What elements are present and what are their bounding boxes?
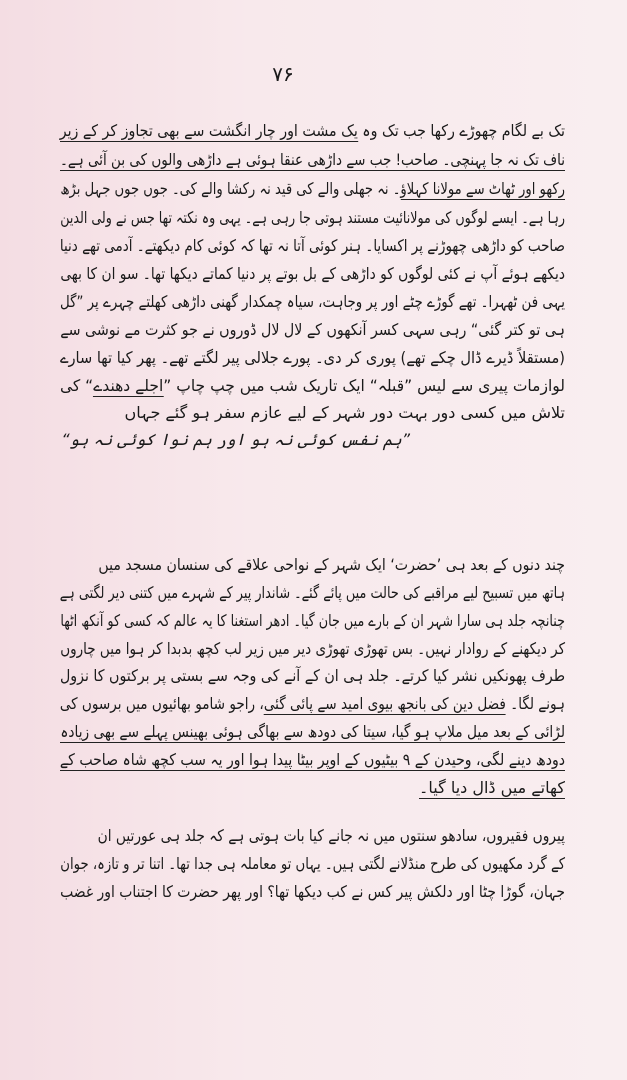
text-line bbox=[60, 147, 565, 173]
underlined-text: اجلے دھندے bbox=[93, 376, 164, 395]
text-segment: ہونے لگا۔ bbox=[505, 694, 565, 713]
underlined-text: دودھ دینے لگی، وحیدن کے ۹ بیٹیوں کے اوپر بیٹا پیدا ہوا اور یہ سب کچھ شاہ صاحب کے bbox=[59, 750, 565, 769]
underlined-text: فضل دین کی بانجھ بیوی امید سے پائی گئی bbox=[263, 694, 506, 713]
text-segment: تلاش میں کسی دور بہت دور شہر کے لیے عازم سفر ہو گئے جہاں bbox=[124, 403, 565, 422]
text-segment: چنانچہ جلد ہی سارا شہر ان کے بارے میں جان گیا۔ ادھر استغنا کا یہ عالم کہ کسی کو آنکھ اٹھا bbox=[60, 611, 565, 630]
text-line bbox=[98, 552, 565, 578]
text-line bbox=[59, 345, 565, 371]
text-segment: ہی تو کتر گئی“ رہی سہی کسر آنکھوں کے لال لال ڈوروں نے جو کثرت مے نوشی سے bbox=[60, 320, 565, 339]
text-segment: یہی فن ٹھہرا۔ تھے گوڑے چٹے اور پر وجاہت، سیاہ چمکدار گھنی داڑھی کھلتے چہرے پر ”گل bbox=[60, 292, 565, 311]
text-line bbox=[59, 233, 565, 259]
text-segment: “ کی bbox=[59, 376, 94, 395]
text-segment: کر دیکھنے کے روادار نہیں۔ بس تھوڑی تھوڑی دیر میں زیر لب کچھ بدبدا کر ہوا میں چاروں bbox=[60, 639, 565, 658]
underlined-text: یک مشت اور چار انگشت سے بھی تجاوز کر کے زیر bbox=[59, 121, 358, 140]
text-line bbox=[97, 823, 566, 849]
text-segment: ”ہم نفس کوئی نہ ہو اور ہم نوا کوئی نہ ہو“ bbox=[61, 430, 410, 449]
text-line bbox=[59, 747, 565, 773]
underlined-text: کھاتے میں ڈال دیا گیا۔ bbox=[419, 778, 565, 797]
text-segment: طرف پھونکیں نشر کیا کرتے۔ جلد ہی ان کے آنے کی وجہ سے بستی پر برکتوں کا نزول bbox=[59, 666, 566, 685]
text-line bbox=[59, 691, 565, 717]
text-line bbox=[60, 879, 566, 905]
text-line bbox=[59, 118, 565, 144]
text-segment: پیروں فقیروں، سادھو سنتوں میں نہ جانے کیا بات ہوتی ہے کہ جلد ہی عورتیں ان bbox=[97, 826, 566, 845]
text-segment: دیکھے ہوئے آپ نے کئی لوگوں کو داڑھی کے بل بوتے پر دنیا کماتے دیکھا تھا۔ سو ان کا بھی bbox=[60, 264, 566, 283]
text-segment: تک بے لگام چھوڑے رکھا جب تک وہ bbox=[357, 121, 565, 140]
text-segment: ۔ نہ جھلی والے کی قید نہ رکشا والے کی۔ جوں جوں جہل بڑھ bbox=[60, 179, 401, 198]
text-line bbox=[60, 851, 565, 877]
text-line bbox=[60, 317, 565, 343]
text-segment: صاحب کو داڑھی چھوڑنے پر اکسایا۔ ہنر کوئی آتا نہ تھا کہ کوئی کام دیکھتے۔ آدمی تھے دنیا bbox=[59, 236, 565, 255]
text-line bbox=[60, 205, 565, 231]
underlined-text: لڑائی کے بعد میل ملاپ ہو گیا، سیتا کی دودھ سے بھاگی ہوئی بھینس پہلے سے بھی زیادہ bbox=[60, 722, 565, 741]
underlined-text: ناف تک نہ جا پہنچی۔ صاحب! جب سے داڑھی عنقا ہوئی ہے داڑھی والوں کی بن آئی ہے۔ bbox=[60, 150, 565, 169]
text-line bbox=[60, 261, 566, 287]
text-line bbox=[59, 373, 566, 399]
page-number: ۷۶ bbox=[272, 62, 294, 86]
text-line bbox=[59, 580, 565, 606]
text-segment: ہاتھ میں تسبیح لیے مراقبے کی حالت میں پائے گئے۔ شاندار پیر کے شہرے میں کتنی دیر لگتی ہے bbox=[59, 583, 565, 602]
text-line bbox=[60, 176, 565, 202]
text-segment: (مستقلاً ڈیرے ڈال چکے تھے) پوری کر دی۔ پورے جلالی پیر لگتے تھے۔ پھر کیا تھا سارے bbox=[59, 348, 565, 367]
text-segment: جہان، گوڑا چٹا اور دلکش پیر کس نے کب دیکھا تھا؟ اور پھر حضرت کا اجتناب اور غضب bbox=[60, 882, 566, 901]
text-segment: لوازمات پیری سے لیس ”قبلہ“ ایک تاریک شب میں چپ چاپ ” bbox=[163, 376, 566, 395]
text-segment: کے گرد مکھیوں کی طرح منڈلانے لگتی ہیں۔ یہاں تو معاملہ ہی جدا تھا۔ اتنا تر و تازہ، جوان bbox=[60, 854, 565, 873]
text-line bbox=[419, 775, 565, 801]
text-line bbox=[60, 289, 565, 315]
text-line bbox=[124, 400, 565, 426]
text-segment: رہا ہے۔ ایسے لوگوں کی مولانائیت مستند ہوتی جا رہی ہے۔ یہی وہ نکتہ تھا جس نے ولی الدین bbox=[60, 208, 565, 227]
text-segment: چند دنوں کے بعد ہی ’حضرت‘ ایک شہر کے نواحی علاقے کی سنسان مسجد میں bbox=[98, 555, 565, 574]
text-line bbox=[60, 636, 565, 662]
text-line bbox=[60, 608, 565, 634]
verse-quote bbox=[61, 427, 410, 453]
text-line bbox=[60, 719, 565, 745]
text-line bbox=[59, 663, 566, 689]
underlined-text: رکھو اور ٹھاٹ سے مولانا کہلاؤ bbox=[400, 179, 565, 198]
text-segment: ، راجو شامو بھائیوں میں برسوں کی bbox=[59, 694, 264, 713]
